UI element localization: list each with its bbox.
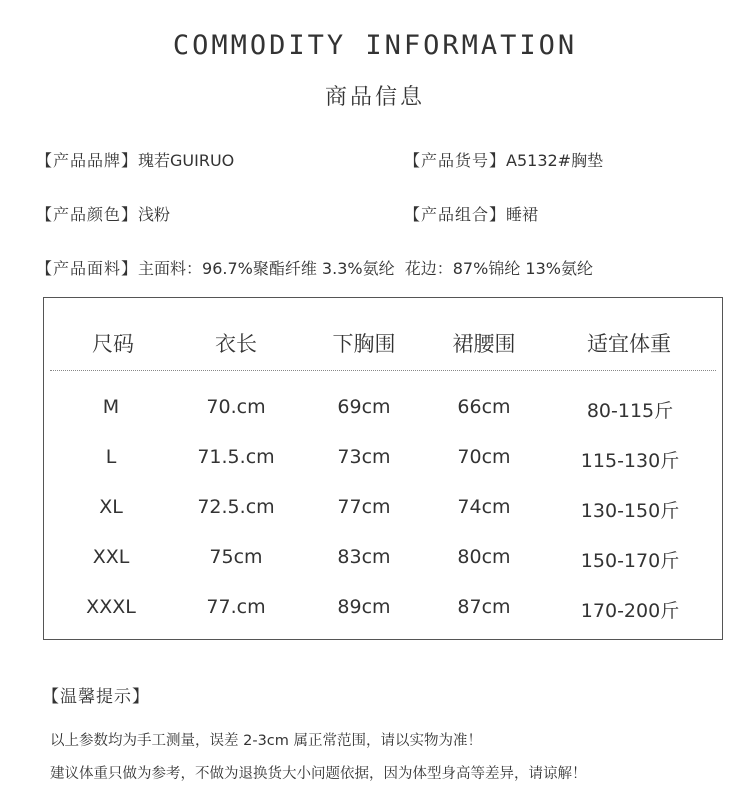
cell-size: M bbox=[102, 396, 120, 418]
header-length: 衣长 bbox=[215, 332, 257, 356]
header-divider bbox=[50, 370, 716, 371]
cell-weight: 80-115斤 bbox=[586, 400, 674, 422]
info-fabric bbox=[36, 256, 593, 279]
cell-length: 77.cm bbox=[206, 596, 266, 618]
cell-waist: 70cm bbox=[457, 446, 511, 468]
info-set-label: 【产品组合】 bbox=[404, 205, 507, 224]
info-item-no-value: A5132#胸垫 bbox=[506, 151, 604, 170]
cell-size: XXXL bbox=[86, 596, 136, 618]
info-item-no-label: 【产品货号】 bbox=[404, 151, 507, 170]
cell-weight: 170-200斤 bbox=[580, 600, 680, 622]
tip-line-measurement: 以上参数均为手工测量，误差 2-3cm 属正常范围，请以实物为准！ bbox=[50, 733, 482, 749]
cell-underbust: 89cm bbox=[337, 596, 391, 618]
cell-length: 72.5.cm bbox=[197, 496, 275, 518]
cell-weight: 130-150斤 bbox=[580, 500, 680, 522]
info-item-no bbox=[404, 148, 603, 171]
info-set-value: 睡裙 bbox=[506, 205, 539, 224]
info-fabric-label: 【产品面料】 bbox=[36, 259, 139, 278]
cell-underbust: 73cm bbox=[337, 446, 391, 468]
page-title-zh: 商品信息 bbox=[324, 85, 425, 110]
cell-weight: 150-170斤 bbox=[580, 550, 680, 572]
cell-waist: 66cm bbox=[457, 396, 511, 418]
cell-waist: 74cm bbox=[457, 496, 511, 518]
cell-weight: 115-130斤 bbox=[580, 450, 680, 472]
header-size: 尺码 bbox=[92, 332, 134, 356]
info-brand bbox=[36, 148, 234, 171]
page-title-en: COMMODITY INFORMATION bbox=[172, 30, 578, 61]
info-brand-value: 瑰若GUIRUO bbox=[138, 151, 235, 170]
header-underbust: 下胸围 bbox=[332, 332, 396, 356]
cell-length: 75cm bbox=[209, 546, 263, 568]
tips-title: 【温馨提示】 bbox=[42, 687, 150, 707]
cell-underbust: 83cm bbox=[337, 546, 391, 568]
table-row bbox=[44, 446, 722, 476]
cell-size: XL bbox=[99, 496, 123, 518]
info-fabric-value: 主面料：96.7%聚酯纤维 3.3%氨纶 花边：87%锦纶 13%氨纶 bbox=[138, 259, 593, 278]
cell-waist: 80cm bbox=[457, 546, 511, 568]
info-color-value: 浅粉 bbox=[138, 205, 171, 224]
table-row bbox=[44, 496, 722, 526]
cell-length: 71.5.cm bbox=[197, 446, 275, 468]
info-color-label: 【产品颜色】 bbox=[36, 205, 139, 224]
table-row bbox=[44, 546, 722, 576]
cell-size: L bbox=[105, 446, 117, 468]
header-weight: 适宜体重 bbox=[587, 332, 671, 356]
tip-line-weight-reference: 建议体重只做为参考，不做为退换货大小问题依据，因为体型身高等差异，请谅解！ bbox=[50, 766, 587, 782]
table-row bbox=[44, 596, 722, 626]
size-table-header bbox=[44, 322, 722, 362]
table-row bbox=[44, 396, 722, 426]
cell-underbust: 77cm bbox=[337, 496, 391, 518]
cell-waist: 87cm bbox=[457, 596, 511, 618]
info-color bbox=[36, 202, 170, 225]
info-set bbox=[404, 202, 538, 225]
size-table bbox=[43, 297, 723, 640]
cell-underbust: 69cm bbox=[337, 396, 391, 418]
info-brand-label: 【产品品牌】 bbox=[36, 151, 139, 170]
header-waist: 裙腰围 bbox=[452, 332, 516, 356]
cell-length: 70.cm bbox=[206, 396, 266, 418]
cell-size: XXL bbox=[92, 546, 130, 568]
